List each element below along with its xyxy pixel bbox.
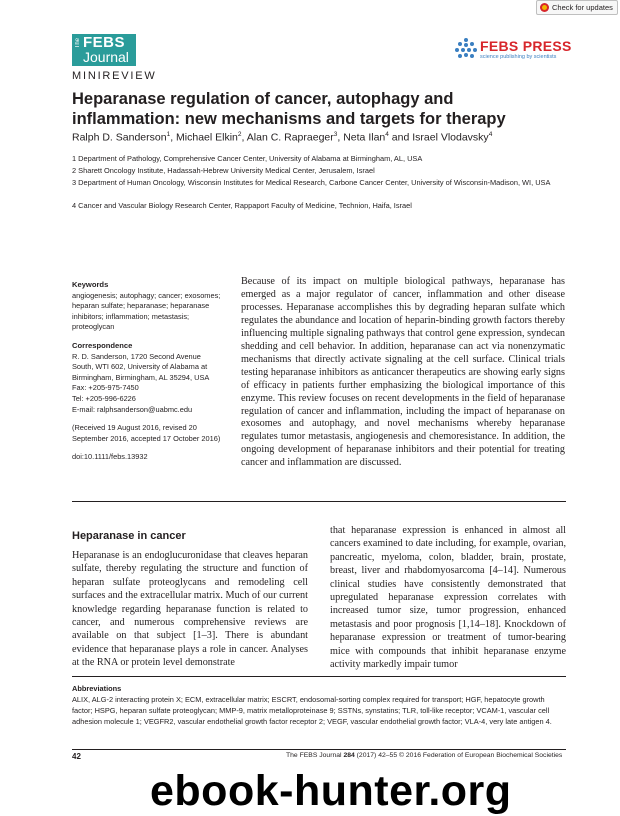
watermark: ebook-hunter.org [150, 767, 512, 815]
article-info-sidebar [72, 280, 222, 471]
page-number: 42 [72, 752, 81, 761]
check-for-updates-label: Check for updates [552, 3, 613, 12]
section-divider [72, 501, 566, 502]
author-name: Ralph D. Sanderson [72, 131, 167, 144]
doi-link[interactable]: doi:10.1111/febs.13932 [72, 452, 148, 462]
affiliation-3: 3 Department of Human Oncology, Wisconsin Institutes for Medical Research, Carbone Cancer Center, University of Wisconsin-Madison, WI, USA [72, 178, 551, 187]
affiliation-1: 1 Department of Pathology, Comprehensive Cancer Center, University of Alabama at Birmingham, AL, USA [72, 154, 423, 163]
email-link[interactable]: E-mail: ralphsanderson@uabmc.edu [72, 404, 193, 414]
abbreviations [72, 683, 566, 727]
keywords-heading: Keywords [72, 280, 109, 289]
received-dates: (Received 19 August 2016, revised 20 September 2016, accepted 17 October 2016) [72, 423, 221, 443]
body-column-left: Heparanase is an endoglucuronidase that cleaves heparan sulfate, thereby regulating the structure and function of heparan sulfate proteoglycans and remodeling cell surfaces and the extracellular matrix. Much of our current knowledge regarding heparanase function is related to cancer, and numerous comprehensive reviews are available on that subject [1–3]. There is abundant evidence that heparanase plays a role in cancer. Analyses at the RNA or protein level demonstrate [72, 550, 308, 669]
febs-journal-logo: The FEBS Journal [72, 34, 136, 66]
author-affiliation-mark: 1 [166, 131, 171, 138]
author-name: Neta Ilan [343, 131, 386, 144]
abstract: Because of its impact on multiple biological pathways, heparanase has emerged as a major regulator of cancer, inflammation and other disease processes. Heparanase accomplishes this by degrading heparan sulfate which regulates the abundance and location of heparin-binding growth factors thereby influencing multiple signaling pathways that control gene expression, syndecan shedding and cell behavior. In addition, heparanase can act via nonenzymatic mechanisms that directly activate signaling at the cell surface. Clinical trials testing heparanase inhibitors as anticancer therapeutics are showing early signs of efficacy in patients further emphasizing the biological importance of this enzyme. This review focuses on recent developments in the field of heparanase regulation of cancer and inflammation, including the impact of heparanase on exosomes and autophagy, and novel mechanisms whereby heparanase regulates tumor metastasis, angiogenesis and chemoresistance. In addition, the ongoing development of heparanase inhibitors and their potential for treating cancer and inflammation are discussed. [241, 276, 565, 469]
article-title: Heparanase regulation of cancer, autophagy and inflammation: new mechanisms and targets for therapy [72, 90, 506, 128]
tel: Tel: +205-996-6226 [72, 393, 136, 403]
author-list: Ralph D. Sanderson$^1$, Michael Elkin$^2$, Alan C. Rapraeger$^3$, Neta Ilan$^4$ and Israel Vlodavsky$^4$ [72, 131, 493, 144]
keywords-text: angiogenesis; autophagy; cancer; exosomes; heparan sulfate; heparanase; heparanase inhibitors; inflammation; metastasis; proteoglycan [72, 290, 221, 332]
author-affiliation-mark: 3 [333, 131, 338, 138]
body-column-right: that heparanase expression is enhanced in almost all cancers examined to date including, for example, ovarian, pancreatic, myeloma, colon, bladder, brain, prostate, breast, liver and rhabdomyosarcoma [4–14]. Numerous clinical studies have consistently demonstrated that upregulated heparanase expression correlates with increased tumor size, tumor progression, enhanced metastasis and poor prognosis [1,14–18]. Knockdown of heparanase expression or treatment of tumor-bearing mice with compounds that inhibit heparanase enzyme activity markedly impair tumor [330, 525, 566, 671]
febs-press-tagline: science publishing by scientists [480, 54, 557, 60]
check-for-updates-button[interactable] [536, 0, 618, 15]
footer-citation-text: (2017) 42–55 © 2016 Federation of European Biochemical Societies [356, 752, 563, 759]
author-name: Israel Vlodavsky [412, 131, 489, 144]
abbreviations-text: ALIX, ALG-2 interacting protein X; ECM, extracellular matrix; ESCRT, endosomal-sorting complex required for transport; HGF, hepatocyte growth factor; HSPG, heparan sulfate proteoglycan; MMP-9, matrix metalloproteinase 9; SSTNs, synstatins; TLR, toll-like receptor; VCAM-1, vascular cell adhesion molecule 1; VEGFR2, vascular endothelial growth factor receptor 2; VEGF, vascular endothelial growth factor; VLA-4, very late antigen 4. [72, 695, 552, 726]
abbreviations-divider [72, 676, 566, 677]
correspondence-line: Birmingham, Birmingham, AL 35294, USA [72, 372, 210, 382]
author-affiliation-mark: 4 [488, 131, 493, 138]
crossmark-icon [540, 3, 549, 12]
author-affiliation-mark: 4 [385, 131, 389, 138]
footer-journal: The FEBS Journal [286, 752, 342, 759]
author-name: Alan C. Rapraeger [246, 131, 334, 144]
author-affiliation-mark: 2 [237, 131, 242, 138]
febs-press-dots-icon [455, 38, 477, 58]
correspondence-line: South, WTI 602, University of Alabama at [72, 362, 208, 372]
fax: Fax: +205-975-7450 [72, 383, 139, 393]
febs-press-logo: FEBS PRESS [480, 38, 572, 54]
correspondence-heading: Correspondence [72, 340, 133, 350]
article-type: MINIREVIEW [72, 70, 157, 82]
footer-volume: 284 [343, 752, 355, 759]
abbreviations-heading: Abbreviations [72, 684, 122, 693]
affiliation-4: 4 Cancer and Vascular Biology Research Center, Rappaport Faculty of Medicine, Technion, Haifa, Israel [72, 201, 412, 210]
footer-divider [72, 749, 566, 750]
section-heading: Heparanase in cancer [72, 530, 186, 542]
correspondence-line: R. D. Sanderson, 1720 Second Avenue [72, 351, 201, 361]
footer-citation [286, 752, 562, 759]
affiliation-2: 2 Sharett Oncology Institute, Hadassah-Hebrew University Medical Center, Jerusalem, Israel [72, 166, 375, 175]
author-name: Michael Elkin [176, 131, 238, 144]
